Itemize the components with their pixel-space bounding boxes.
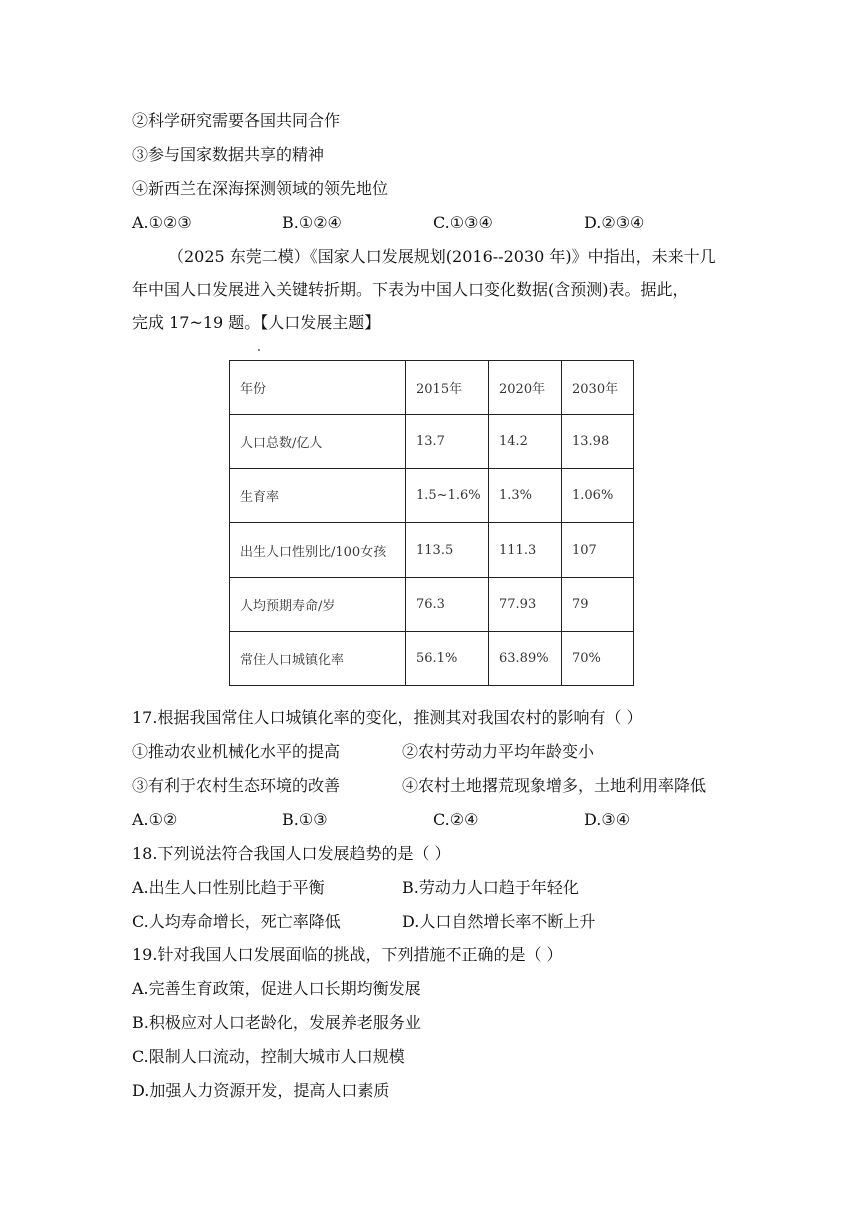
option-d: D.②③④ — [584, 213, 645, 232]
option-c: C.②④ — [433, 810, 479, 829]
table-cell: 常住人口城镇化率 — [230, 631, 406, 685]
option-a: A.出生人口性别比趋于平衡 — [132, 878, 325, 897]
table-header-cell: 年份 — [230, 361, 406, 415]
question-19-stem: 19.针对我国人口发展面临的挑战，下列措施不正确的是（ ） — [132, 945, 563, 964]
table-cell: 107 — [562, 523, 634, 577]
intro-line-1: （2025 东莞二模）《国家人口发展规划(2016--2030 年)》中指出，未来十几 — [168, 247, 716, 266]
intro-line-3: 完成 17~19 题。【人口发展主题】 — [132, 313, 381, 332]
table-cell: 出生人口性别比/100女孩 — [230, 523, 406, 577]
option-c: C.人均寿命增长，死亡率降低 — [132, 912, 341, 931]
statement-2: ②科学研究需要各国共同合作 — [132, 111, 341, 130]
q17-options — [132, 809, 752, 831]
statement-3: ③参与国家数据共享的精神 — [132, 145, 325, 164]
table-row — [230, 469, 634, 523]
table-header-cell: 2030年 — [562, 361, 634, 415]
intro-paragraph — [132, 240, 732, 339]
q17-statement-1: ①推动农业机械化水平的提高 — [132, 742, 341, 761]
option-c: C.①③④ — [433, 213, 493, 232]
option-a: A.完善生育政策，促进人口长期均衡发展 — [132, 979, 421, 998]
table-row — [230, 523, 634, 577]
question-18-stem: 18.下列说法符合我国人口发展趋势的是（ ） — [132, 844, 451, 863]
q18-options-row-2 — [132, 911, 752, 933]
option-b: B.积极应对人口老龄化，发展养老服务业 — [132, 1013, 421, 1032]
table-cell: 76.3 — [406, 577, 489, 631]
table-cell: 56.1% — [406, 631, 489, 685]
scan-speck — [258, 349, 260, 351]
table-row — [230, 415, 634, 469]
table-cell: 70% — [562, 631, 634, 685]
table-row — [230, 631, 634, 685]
table-cell: 13.98 — [562, 415, 634, 469]
option-b: B.①②④ — [282, 213, 342, 232]
options-row-top — [132, 212, 752, 234]
q17-statements-row-2 — [132, 775, 752, 797]
q18-options-row-1 — [132, 877, 752, 899]
table-cell: 13.7 — [406, 415, 489, 469]
option-b: B.①③ — [282, 810, 328, 829]
table-row — [230, 577, 634, 631]
table-cell: 111.3 — [489, 523, 562, 577]
table-cell: 14.2 — [489, 415, 562, 469]
table-cell: 79 — [562, 577, 634, 631]
option-c: C.限制人口流动，控制大城市人口规模 — [132, 1047, 405, 1066]
table-header-cell: 2015年 — [406, 361, 489, 415]
q17-statements-row-1 — [132, 741, 752, 763]
q17-statement-2: ②农村劳动力平均年龄变小 — [402, 742, 595, 761]
table-cell: 63.89% — [489, 631, 562, 685]
option-a: A.①② — [132, 810, 178, 829]
table-cell: 113.5 — [406, 523, 489, 577]
table-cell: 人均预期寿命/岁 — [230, 577, 406, 631]
intro-line-2: 年中国人口发展进入关键转折期。下表为中国人口变化数据(含预测)表。据此， — [132, 280, 689, 299]
population-table — [229, 360, 634, 686]
q17-statement-3: ③有利于农村生态环境的改善 — [132, 776, 341, 795]
table-cell: 生育率 — [230, 469, 406, 523]
table-cell: 77.93 — [489, 577, 562, 631]
q17-statement-4: ④农村土地撂荒现象增多，土地利用率降低 — [402, 776, 707, 795]
table-cell: 1.3% — [489, 469, 562, 523]
table-header-row — [230, 361, 634, 415]
option-b: B.劳动力人口趋于年轻化 — [402, 878, 579, 897]
table-cell: 人口总数/亿人 — [230, 415, 406, 469]
statement-4: ④新西兰在深海探测领域的领先地位 — [132, 179, 389, 198]
table-cell: 1.06% — [562, 469, 634, 523]
option-d: D.人口自然增长率不断上升 — [402, 912, 596, 931]
table-cell: 1.5~1.6% — [406, 469, 489, 523]
option-d: D.③④ — [584, 810, 631, 829]
question-17-stem: 17.根据我国常住人口城镇化率的变化，推测其对我国农村的影响有（ ） — [132, 708, 643, 727]
table-header-cell: 2020年 — [489, 361, 562, 415]
option-a: A.①②③ — [132, 213, 192, 232]
option-d: D.加强人力资源开发，提高人口素质 — [132, 1081, 390, 1100]
